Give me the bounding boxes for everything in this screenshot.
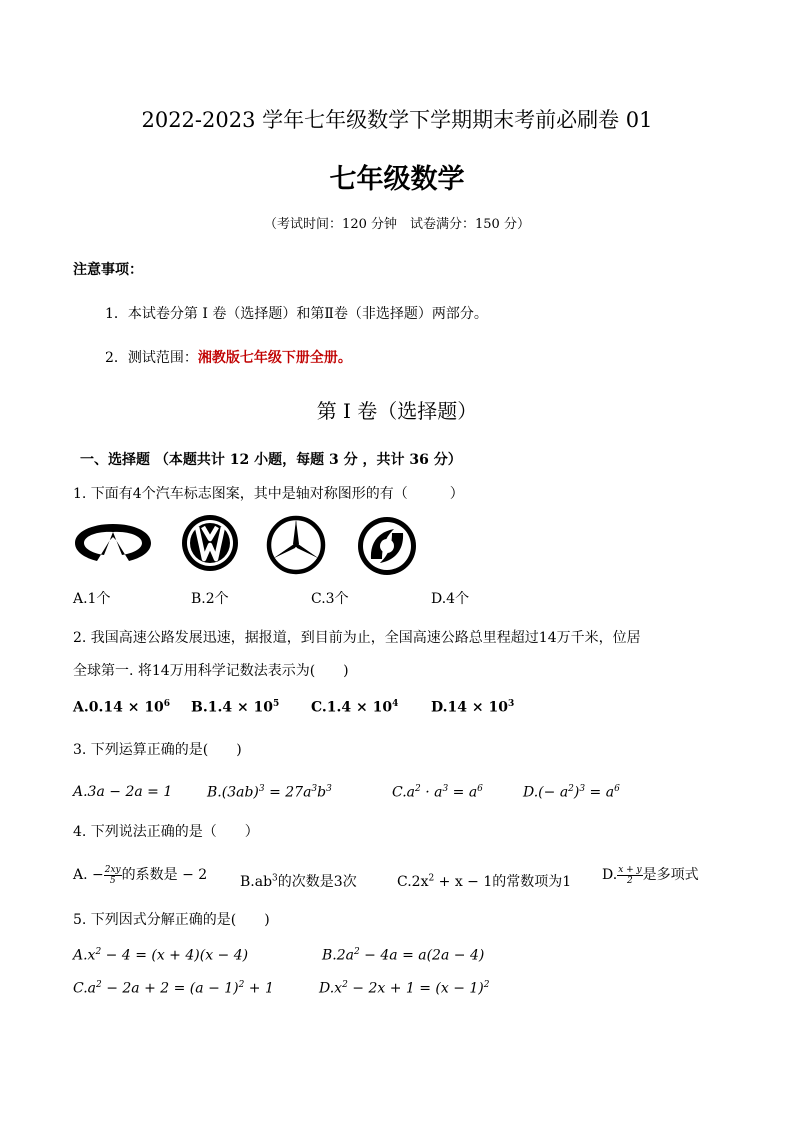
q4-d-pre: D.: [602, 867, 618, 883]
q2-option-b-base: B.1.4 × 10: [191, 699, 274, 716]
q5-b-3: − 4a = a(2a − 4): [359, 947, 485, 964]
q3-option-b: [207, 784, 332, 801]
q4-option-d: [602, 864, 699, 886]
q3-option-d: [523, 784, 620, 801]
q3-c-6: 6: [477, 784, 483, 794]
q2-option-d-base: D.14 × 10: [431, 699, 508, 716]
dongfeng-logo: [356, 515, 418, 577]
q4-d-den: 2: [627, 875, 633, 886]
q3-b-3: = 27a: [264, 784, 312, 801]
q2-option-a: [73, 699, 170, 716]
q5-a-1: A.x: [73, 947, 96, 964]
q4-d-fraction: [617, 865, 642, 886]
q2-option-c: [311, 699, 398, 716]
q1-option-a: A.1个: [73, 591, 111, 607]
q5-b-2: 2: [354, 947, 360, 957]
q2-option-a-base: A.0.14 × 10: [73, 699, 164, 716]
notes-item-2-prefix: 2．测试范围：: [105, 350, 198, 366]
exam-info: （考试时间：120 分钟 试卷满分：150 分）: [264, 217, 530, 232]
q3-d-4: 3: [579, 784, 586, 794]
subject-title: 七年级数学: [329, 164, 465, 195]
q5-d-2: 2: [342, 980, 348, 990]
q5-b-1: B.2a: [322, 947, 354, 964]
q2-option-c-base: C.1.4 × 10: [311, 699, 393, 716]
notes-label: 注意事项：: [73, 262, 143, 278]
q5-a-2: 2: [95, 947, 102, 957]
q4-b-pre: B.ab: [240, 874, 273, 890]
q3-d-6: 6: [614, 784, 620, 794]
q4-a-post: 的系数是 − 2: [121, 867, 208, 883]
q3-c-5: = a: [448, 784, 478, 801]
q3-c-3: · a: [420, 784, 443, 801]
q4-a-pre: A. −: [73, 867, 104, 883]
q3-c-4: 3: [442, 784, 449, 794]
q2-option-a-exp: 6: [163, 699, 171, 709]
q4-a-num: 2xy: [104, 864, 121, 875]
section-heading: 一、选择题 （本题共计 12 小题，每题 3 分 ，共计 36 分）: [80, 452, 462, 468]
q2-option-d-exp: 3: [507, 699, 515, 709]
q3-c-2: 2: [415, 784, 421, 794]
q4-c-exp: 2: [428, 873, 435, 884]
q3-b-4: 3: [311, 784, 318, 794]
q4-d-num: x + y: [618, 864, 642, 875]
question-2-line-1: 2. 我国高速公路发展迅速，据报道，到目前为止，全国高速公路总里程超过14万千米，位居: [73, 630, 641, 646]
q4-d-post: 是多项式: [642, 867, 699, 883]
q5-c-3: − 2a + 2 = (a − 1): [101, 980, 239, 997]
q1-option-c: C.3个: [311, 591, 349, 607]
q2-option-b-exp: 5: [273, 699, 280, 709]
q3-option-c: [392, 784, 483, 801]
question-5-stem: 5. 下列因式分解正确的是( ): [73, 912, 270, 928]
q3-d-5: = a: [585, 784, 615, 801]
q3-c-1: C.a: [392, 784, 416, 801]
question-3-stem: 3. 下列运算正确的是( ): [73, 742, 242, 758]
notes-item-2: [105, 347, 352, 367]
q5-d-3: − 2x + 1 = (x − 1): [347, 980, 484, 997]
q4-b-exp: 3: [272, 873, 278, 884]
q3-d-2: 2: [568, 784, 574, 794]
q4-b-post: 的次数是3次: [277, 874, 357, 890]
q3-b-6: 3: [326, 784, 332, 794]
question-2-line-2: 全球第一. 将14万用科学记数法表示为( ): [73, 663, 349, 679]
mercedes-logo: [266, 515, 326, 575]
q5-option-a: [73, 947, 248, 964]
q4-c-post: + x − 1的常数项为1: [434, 874, 572, 890]
q4-c-pre: C.2x: [397, 874, 429, 890]
exam-title: 2022-2023 学年七年级数学下学期期末考前必刷卷 01: [141, 108, 653, 132]
q5-d-1: D.x: [319, 980, 343, 997]
q4-a-fraction: [104, 865, 122, 886]
q5-c-4: 2: [238, 980, 245, 990]
section-title: 第 I 卷（选择题）: [316, 399, 478, 423]
volkswagen-logo: [180, 513, 240, 573]
q5-option-d: [319, 980, 490, 997]
q2-option-d: [431, 699, 514, 716]
infiniti-logo: [73, 520, 153, 566]
test-scope: 湘教版七年级下册全册。: [197, 350, 352, 366]
q3-option-a: A.3a − 2a = 1: [73, 784, 173, 800]
q3-d-1: D.(− a: [523, 784, 569, 801]
q3-d-3: ): [573, 784, 580, 801]
q2-option-c-exp: 4: [392, 699, 399, 709]
notes-item-1: 1．本试卷分第 I 卷（选择题）和第Ⅱ卷（非选择题）两部分。: [105, 306, 488, 322]
q2-option-b: [191, 699, 279, 716]
q4-option-c: [397, 871, 571, 891]
q4-a-den: 5: [109, 875, 116, 886]
q4-option-a: [73, 864, 207, 886]
q3-b-5: b: [317, 784, 327, 801]
q1-option-b: B.2个: [191, 591, 229, 607]
q5-option-b: [322, 947, 484, 964]
q3-b-1: B.(3ab): [207, 784, 259, 801]
q1-option-d: D.4个: [431, 591, 470, 607]
q5-option-c: [73, 980, 274, 997]
q3-b-2: 3: [258, 784, 265, 794]
q5-a-3: − 4 = (x + 4)(x − 4): [101, 947, 249, 964]
q5-c-5: + 1: [244, 980, 274, 997]
q5-c-1: C.a: [73, 980, 97, 997]
q5-c-2: 2: [96, 980, 102, 990]
question-1-stem: 1. 下面有4个汽车标志图案，其中是轴对称图形的有（ ）: [73, 486, 464, 502]
q4-option-b: [240, 871, 357, 891]
question-4-stem: 4. 下列说法正确的是（ ）: [73, 824, 259, 840]
q5-d-4: 2: [483, 980, 490, 990]
